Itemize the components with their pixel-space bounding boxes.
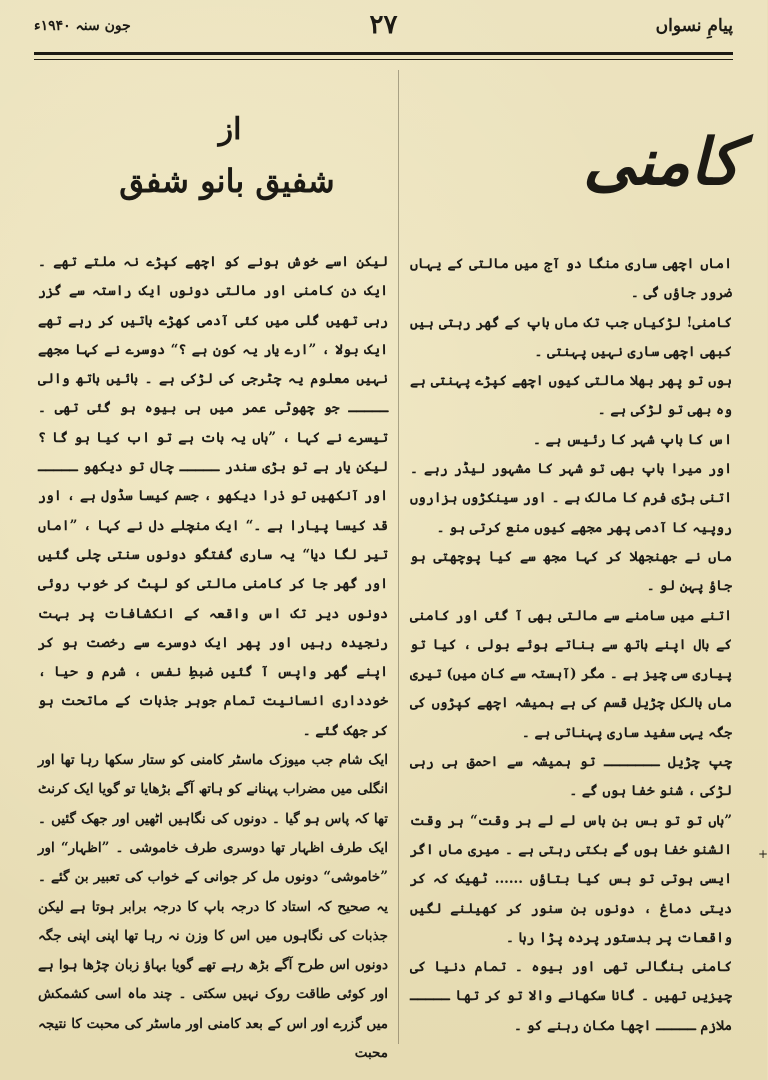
page-number: ۲۷ — [369, 10, 398, 40]
byline-prefix: از — [218, 112, 242, 147]
issue-date: جون سنہ ۱۹۴۰ء — [34, 18, 131, 34]
left-column — [38, 248, 388, 1068]
paragraph: کامنی بنگالی تھی اور بیوہ ۔ تمام دنیا کی چیزیں تھیں ۔ گانا سکھانے والا تو کر تھا ـــــ ملازم ـــــ اچھا مکان رہنے کو ۔ — [410, 959, 732, 1034]
paragraph: ایک شام جب میوزک ماسٹر کامنی کو ستار سکھا رہا تھا اور انگلی میں مضراب پہنانے کو ہاتھ آگے بڑھایا تو گویا ایک کرنٹ تھا کہ پاس ہو گیا ۔ دونوں کی نگاہیں اٹھیں اور جھک گئیں ۔ ایک طرف اظہار تھا دوسری طرف خاموشی ۔ ”اظہار“ اور ”خاموشی“ دونوں مل کر جوانی کے خواب کی تعبیر بن گئے ۔ یہ صحیح کہ استاد کا درجہ باپ کا درجہ برابر ہوتا ہے لیکن جذبات کی نگاہوں میں اس کا وزن نہ رہا تھا اپنی اپنی جگہ دونوں اس طرح آگے بڑھ رہے تھے گویا بہاؤ زبان چڑھا ہوا ہے اور کوئی طاقت روک نہیں سکتی ۔ چند ماہ اسی کشمکش میں گزرے اور اس کے بعد کامنی اور ماسٹر کی محبت کا نتیجہ محبت — [38, 752, 388, 1062]
paragraph: لیکن اسے خوش ہونے کو اچھے کپڑے نہ ملتے تھے ۔ ایک دن کامنی اور مالتی دونوں ایک راستہ سے گزر رہی تھیں گلی میں کئی آدمی کھڑے باتیں کر رہے تھے ایک بولا ، ”ارے یار یہ کون ہے ؟“ دوسرے نے کہا مجھے نہیں معلوم یہ چٹرجی کی لڑکی ہے ۔ بائیں ہاتھ والی ـــــ جو چھوٹی عمر میں ہی بیوہ ہو گئی تھی ۔ تیسرے نے کہا ، ”ہاں یہ بات ہے تو اب کیا ہو گا ؟ لیکن یار ہے تو بڑی سندر ـــــ چال تو دیکھو ـــــ اور آنکھیں تو ذرا دیکھو ، جسم کیسا سڈول ہے ، اور قد کیسا پیارا ہے ۔“ ایک منچلے دل نے کہا ، ”اماں تیر لگا دیا“ یہ ساری گفتگو دونوں سنتی چلی گئیں اور گھر جا کر کامنی مالتی کو لپٹ کر خوب روئی دونوں دیر تک اس واقعہ کے انکشافات پر بہت رنجیدہ رہیں اور پھر ایک دوسرے سے رخصت ہو کر اپنے گھر واپس آ گئیں ضبطِ نفس ، شرم و حیا ، خودداری انسانیت تمام جوہر جذبات کے ماتحت ہو کر جھک گئے ۔ — [38, 254, 388, 739]
author-name: شفیق بانو شفق — [119, 162, 335, 200]
margin-mark: + — [758, 847, 768, 861]
magazine-name: پیامِ نسواں — [655, 16, 733, 36]
paragraph: ”ہاں تو تو بس بن باس لے لے ہر وقت“ ہر وقت الشنو خفا ہوں گے بکتی رہتی ہے ۔ میری ماں اگر ایسی ہوتی تو بس کیا بتاؤں ...... ٹھیک کہ کر دیتی دماغ ، دونوں بن سنور کر کھیلنے لگیں واقعات پر بدستور پردہ پڑا رہا ۔ — [410, 812, 732, 946]
story-title: کامنی — [583, 125, 740, 200]
paragraph: ہوں تو پھر بھلا مالتی کیوں اچھے کپڑے پہنتی ہے وہ بھی تو لڑکی ہے ۔ — [410, 373, 732, 419]
right-column — [410, 250, 732, 1041]
paragraph: چپ چڑیل ـــــــ تو ہمیشہ سے احمق ہی رہی لڑکی ، شنو خفا ہوں گے ۔ — [410, 754, 732, 800]
paragraph: اور میرا باپ بھی تو شہر کا مشہور لیڈر رہے ۔ اتنی بڑی فرم کا مالک ہے ۔ اور سینکڑوں ہزاروں روپیہ کا آدمی پھر مجھے کیوں منع کرتی ہو ۔ — [410, 461, 732, 536]
paragraph: اماں اچھی ساری منگا دو آج میں مالتی کے یہاں ضرور جاؤں گی ۔ — [410, 256, 732, 302]
page-header — [34, 10, 733, 50]
paragraph: اتنے میں سامنے سے مالتی بھی آ گئی اور کامنی کے بال اپنے ہاتھ سے بناتے ہوئے بولی ، کیا تو پیاری سی چیز ہے ۔ مگر (آہستہ سے کان میں) تیری ماں بالکل چڑیل قسم کی ہے ہمیشہ اچھے کپڑوں کی جگہ یہی سفید ساری پہناتی ہے ۔ — [410, 607, 732, 741]
paragraph: ماں نے جھنجھلا کر کہا مجھ سے کیا پوچھتی ہو جاؤ پہن لو ۔ — [410, 548, 732, 595]
header-rule-thick — [34, 52, 733, 55]
paragraph: اس کا باپ شہر کا رئیس ہے ۔ — [532, 431, 732, 448]
column-divider — [398, 70, 399, 1044]
header-rule-thin — [34, 59, 733, 60]
paragraph: کامنی! لڑکیاں جب تک ماں باپ کے گھر رہتی ہیں کبھی اچھی ساری نہیں پہنتی ۔ — [410, 314, 732, 360]
